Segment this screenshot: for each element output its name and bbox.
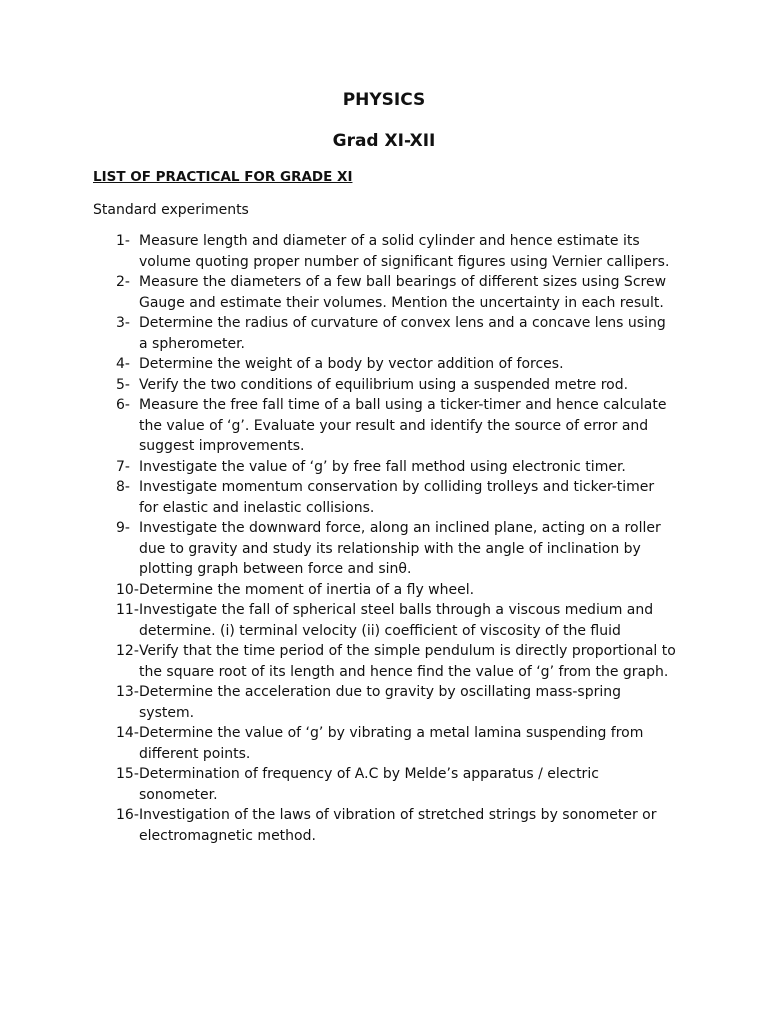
list-item-text: Verify that the time period of the simple pendulum is directly proportional to the square root of its length and hence find the value of ‘g’ from the graph. [139,643,676,680]
list-item-text: Investigate the value of ‘g’ by free fall method using electronic timer. [139,458,626,475]
list-item-number: 1- [116,233,130,249]
list-item-text: Determine the value of ‘g’ by vibrating a metal lamina suspending from different points. [139,725,644,762]
list-item-number: 3- [116,315,130,331]
list-item-number: 2- [116,274,130,290]
list-item-number: 15- [116,766,139,782]
list-item [116,600,676,641]
list-item-number: 10- [116,581,139,598]
page-subtitle: Grad XI-XII [332,131,436,151]
list-item [116,457,676,478]
list-item [116,805,676,846]
list-item-number: 16- [116,807,139,823]
list-item-text: Determine the moment of inertia of a fly wheel. [139,581,475,598]
list-item [116,313,676,354]
list-item [116,682,676,723]
section-heading: LIST OF PRACTICAL FOR GRADE XI [93,169,353,185]
list-item-text: Measure the diameters of a few ball bearings of different sizes using Screw Gauge and estimate their volumes. Mention the uncertainty in each result. [139,274,667,311]
list-item-number: 13- [116,684,139,700]
intro-text: Standard experiments [93,202,249,218]
page-title: PHYSICS [342,90,426,110]
list-item-number: 8- [116,479,130,495]
list-item [116,231,676,272]
list-item-text: Investigate the fall of spherical steel balls through a viscous medium and determine. (i) terminal velocity (ii) coefficient of viscosity of the fluid [139,602,654,639]
list-item-number: 11- [116,602,139,618]
list-item-number: 14- [116,725,139,741]
list-item-number: 9- [116,520,130,536]
list-item-number: 12- [116,643,139,659]
list-item-text: Investigation of the laws of vibration of stretched strings by sonometer or electromagnetic method. [139,807,657,844]
list-item [116,723,676,764]
list-item [116,580,676,601]
list-item-text: Determine the radius of curvature of convex lens and a concave lens using a spherometer. [139,315,666,352]
list-item [116,764,676,805]
list-item [116,375,676,396]
list-item-text: Determination of frequency of A.C by Melde’s apparatus / electric sonometer. [139,766,599,803]
list-item [116,477,676,518]
list-item-number: 6- [116,397,130,413]
list-item [116,395,676,457]
list-item [116,518,676,580]
list-item [116,641,676,682]
list-item-text: Measure the free fall time of a ball using a ticker-timer and hence calculate the value of ‘g’. Evaluate your result and identify the source of error and suggest improvements. [139,397,667,454]
list-item [116,354,676,375]
list-item-number: 5- [116,376,130,393]
list-item-text: Determine the acceleration due to gravity by oscillating mass-spring system. [139,684,621,721]
list-item-number: 7- [116,458,130,475]
list-item-number: 4- [116,356,130,372]
list-item-text: Verify the two conditions of equilibrium using a suspended metre rod. [139,376,629,393]
list-item-text: Investigate momentum conservation by colliding trolleys and ticker-timer for elastic and inelastic collisions. [139,479,655,516]
list-item-text: Measure length and diameter of a solid cylinder and hence estimate its volume quoting proper number of significant figures using Vernier callipers. [139,233,670,270]
list-item-text: Investigate the downward force, along an inclined plane, acting on a roller due to gravity and study its relationship with the angle of inclination by plotting graph between force and sinθ. [139,520,661,577]
list-item [116,272,676,313]
practical-list [116,231,676,846]
list-item-text: Determine the weight of a body by vector addition of forces. [139,356,564,372]
